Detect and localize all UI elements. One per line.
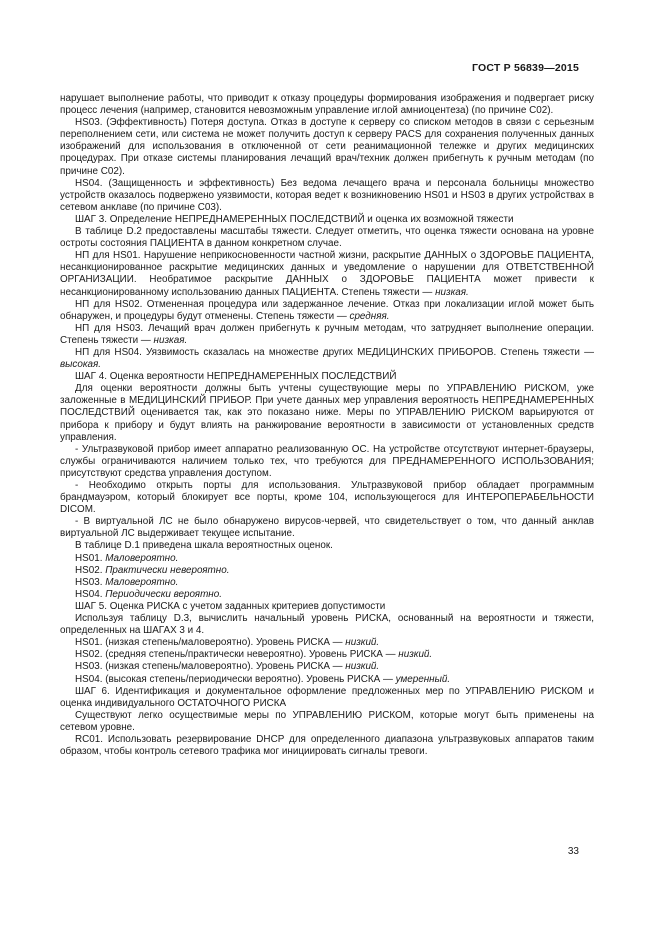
- paragraph-text: HS02. (средняя степень/практически невероятно). Уровень РИСКА —: [75, 649, 399, 661]
- paragraph-text: - В виртуальной ЛС не было обнаружено вирусов-червей, что свидетельствует о том, что данный анклав виртуальной ЛС выдерживает текущее испытание.: [60, 516, 594, 540]
- paragraph-italic-text: Практически невероятно.: [105, 564, 230, 576]
- paragraph: [60, 214, 594, 226]
- paragraph-text: HS01. (низкая степень/маловероятно). Уровень РИСКА —: [75, 637, 346, 649]
- paragraph-text: ШАГ 6. Идентификация и документальное оформление предложенных мер по УПРАВЛЕНИЮ РИСКОМ и оценка индивидуального ОСТАТОЧНОГО РИСКА: [60, 685, 594, 709]
- paragraph: [60, 226, 594, 250]
- body-text: [60, 93, 594, 758]
- paragraph-italic-text: Маловероятно.: [105, 576, 179, 588]
- paragraph-text: ШАГ 3. Определение НЕПРЕДНАМЕРЕННЫХ ПОСЛЕДСТВИЙ и оценка их возможной тяжести: [75, 213, 514, 225]
- paragraph-italic-text: средняя.: [349, 310, 390, 322]
- paragraph-italic-text: умеренный.: [395, 673, 451, 685]
- paragraph: [60, 601, 594, 613]
- paragraph-italic-text: низкая.: [153, 334, 188, 346]
- paragraph: [60, 323, 594, 347]
- page-number: 33: [567, 846, 579, 857]
- paragraph: [60, 565, 594, 577]
- paragraph-text: Для оценки вероятности должны быть учтены существующие меры по УПРАВЛЕНИЮ РИСКОМ, уже заложенные в МЕДИЦИНСКИЙ ПРИБОР. При учете данных мер управления вероятность НЕПРЕДНАМЕРЕННЫХ ПОСЛЕДСТВИЙ оценивается так, как это показано ниже. Меры по УПРАВЛЕНИЮ РИСКОМ варьируются от прибора к прибору и будут влиять на ранжирование вероятности в зависимости от установленных средств управления.: [60, 383, 594, 443]
- paragraph-text: В таблице D.2 предоставлены масштабы тяжести. Следует отметить, что оценка тяжести основана на уровне остроты состояния ПАЦИЕНТА в данном конкретном случае.: [60, 226, 594, 250]
- paragraph: [60, 250, 594, 298]
- paragraph: [60, 480, 594, 516]
- paragraph-italic-text: низкий.: [345, 661, 380, 673]
- paragraph-text: ШАГ 5. Оценка РИСКА с учетом заданных критериев допустимости: [75, 600, 386, 612]
- paragraph-italic-text: низкий.: [345, 637, 380, 649]
- paragraph: [60, 589, 594, 601]
- paragraph-text: НП для HS01. Нарушение неприкосновенности частной жизни, раскрытие ДАННЫХ о ЗДОРОВЬЕ ПАЦИЕНТА, несанкционированное раскрытие медицинских данных и уведомление о нарушении для ОТВЕТСТВЕННОЙ ОРГАНИЗАЦИИ. Необратимое раскрытие ДАННЫХ о ЗДОРОВЬЕ ПАЦИЕНТА может привести к несанкционированному использованию данных ПАЦИЕНТА. Степень тяжести —: [60, 250, 594, 298]
- paragraph-text: HS04. (высокая степень/периодически вероятно). Уровень РИСКА —: [75, 673, 396, 685]
- paragraph: [60, 577, 594, 589]
- paragraph: [60, 540, 594, 552]
- paragraph-text: HS03.: [75, 576, 106, 588]
- paragraph-text: HS03. (Эффективность) Потеря доступа. Отказ в доступе к серверу со списком методов в связи с серьезным переполнением сети, или система не может получить доступ к серверу PACS для сохранения полученных данных изображений для использования в отключенной от сети реанимационной тележке и других медицинских процедурах. При отказе системы планирования лечащий врач/техник должен прибегнуть к ручным методам (по причине С02).: [60, 117, 594, 177]
- paragraph: [60, 661, 594, 673]
- paragraph: [60, 178, 594, 214]
- standard-header: ГОСТ Р 56839—2015: [471, 62, 579, 74]
- paragraph: [60, 637, 594, 649]
- paragraph: [60, 383, 594, 443]
- paragraph-text: HS04. (Защищенность и эффективность) Без ведома лечащего врача и персонала больницы множество устройств оказалось подвержено уязвимости, которая ведет к возникновению HS01 и HS03 в других устройствах в сетевом анклаве (по причине С03).: [60, 177, 594, 213]
- paragraph-text: - Ультразвуковой прибор имеет аппаратно реализованную ОС. На устройстве отсутствуют интернет-браузеры, службы ограничиваются наличием только тех, что требуются для ПРЕДНАМЕРЕННОГО ИСПОЛЬЗОВАНИЯ; присутствуют средства управления доступом.: [60, 443, 594, 479]
- paragraph: [60, 516, 594, 540]
- paragraph-text: В таблице D.1 приведена шкала вероятностных оценок.: [75, 540, 333, 552]
- paragraph-text: НП для HS02. Отмененная процедура или задержанное лечение. Отказ при локализации иглой может быть обнаружен, и процедуры будут отменены. Степень тяжести —: [60, 298, 594, 322]
- paragraph-text: НП для HS04. Уязвимость сказалась на множестве других МЕДИЦИНСКИХ ПРИБОРОВ. Степень тяжести —: [75, 346, 594, 358]
- paragraph: [60, 734, 594, 758]
- paragraph-italic-text: Маловероятно.: [105, 552, 179, 564]
- paragraph-text: ШАГ 4. Оценка вероятности НЕПРЕДНАМЕРЕННЫХ ПОСЛЕДСТВИЙ: [75, 371, 397, 383]
- paragraph: [60, 649, 594, 661]
- paragraph-text: - Необходимо открыть порты для использования. Ультразвуковой прибор обладает программным брандмауэром, который блокирует все порты, кроме 104, использующегося для ИНТЕРОПЕРАБЕЛЬНОСТИ DICOM.: [60, 480, 594, 516]
- paragraph: [60, 371, 594, 383]
- paragraph: [60, 710, 594, 734]
- paragraph-text: Используя таблицу D.3, вычислить начальный уровень РИСКА, основанный на вероятности и тяжести, определенных на ШАГАХ 3 и 4.: [60, 613, 594, 637]
- paragraph-italic-text: Периодически вероятно.: [105, 588, 222, 600]
- paragraph: [60, 553, 594, 565]
- paragraph: [60, 674, 594, 686]
- paragraph-text: HS04.: [75, 588, 106, 600]
- paragraph: [60, 613, 594, 637]
- paragraph: [60, 347, 594, 371]
- paragraph: [60, 444, 594, 480]
- paragraph-italic-text: низкая.: [435, 286, 469, 298]
- paragraph-text: HS01.: [75, 552, 106, 564]
- paragraph: [60, 686, 594, 710]
- paragraph-italic-text: низкий.: [398, 649, 433, 661]
- paragraph-text: HS02.: [75, 564, 106, 576]
- paragraph: [60, 93, 594, 117]
- paragraph-italic-text: высокая.: [60, 359, 102, 371]
- paragraph-text: нарушает выполнение работы, что приводит к отказу процедуры формирования изображения и подвергает риску процесс лечения (например, становится невозможным управление иглой амниоцентеза) (по причине С02).: [60, 93, 594, 117]
- paragraph-text: RC01. Использовать резервирование DHCP для определенного диапазона ультразвуковых аппаратов таким образом, чтобы контроль сетевого трафика мог инициировать сигналы тревоги.: [60, 733, 594, 758]
- paragraph-text: Существуют легко осуществимые меры по УПРАВЛЕНИЮ РИСКОМ, которые могут быть применены на сетевом уровне.: [60, 709, 594, 733]
- paragraph: [60, 117, 594, 177]
- paragraph: [60, 299, 594, 323]
- paragraph-text: HS03. (низкая степень/маловероятно). Уровень РИСКА —: [75, 661, 346, 673]
- paragraph-text: НП для HS03. Лечащий врач должен прибегнуть к ручным методам, что затрудняет выполнение операции. Степень тяжести —: [60, 322, 594, 346]
